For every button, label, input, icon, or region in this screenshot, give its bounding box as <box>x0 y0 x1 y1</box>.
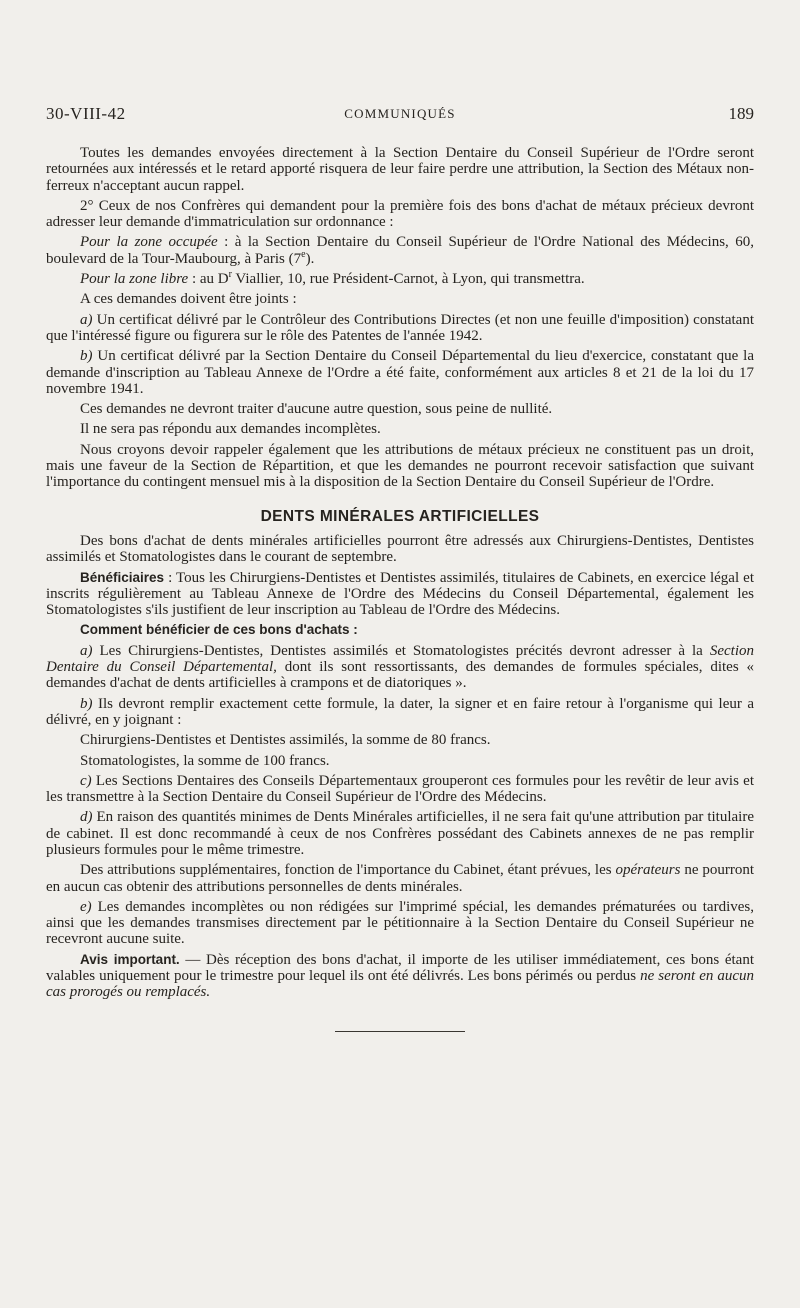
list-item <box>46 899 754 948</box>
paragraph: Nous croyons devoir rappeler également que les attributions de métaux précieux ne constituent pas un droit, mais une faveur de la Section de Répartition, et que les demandes ne pourront recevoir satisfaction que suivant l'importance du contingent mensuel mis à la disposition de la Section Dentaire du Conseil Supérieur de l'Ordre. <box>46 441 754 491</box>
paragraph: Toutes les demandes envoyées directement à la Section Dentaire du Conseil Supérieur de l'Ordre seront retournées aux intéressés et le retard apporté risquera de leur faire perdre une attribution, la Section des Métaux non-ferreux n'acceptant aucun rappel. <box>46 145 754 194</box>
document-body <box>46 145 754 1032</box>
paragraph <box>46 234 754 267</box>
zone-occupee-label: Pour la zone occupée <box>80 234 218 251</box>
paragraph <box>46 570 754 619</box>
paragraph-text: dont ils sont ressortissants, des demandes de formules spéciales, dites « demandes d'achat de dents artificielles à crampons et de diatoriques ». <box>46 659 755 692</box>
paragraph <box>46 952 754 1001</box>
emphasis: ne seront en aucun cas prorogés ou remplacés. <box>46 968 754 1001</box>
header-page-number: 189 <box>728 104 754 123</box>
emphasis: Section Dentaire du Conseil Départemental, <box>46 642 754 676</box>
superscript: e <box>301 248 306 260</box>
list-marker: b) <box>80 348 93 365</box>
paragraph-text: Les demandes incomplètes ou non rédigées sur l'imprimé spécial, les demandes prématurées ou tardives, ainsi que les demandes transmises directement par le pétitionnaire à la Section Dentaire du Conseil Supérieur ne recevront aucune suite. <box>46 898 754 948</box>
end-rule <box>335 1031 465 1032</box>
beneficiaires-label: Bénéficiaires <box>80 569 165 585</box>
page-header <box>46 104 754 128</box>
paragraph <box>46 862 754 895</box>
paragraph-text: Les Sections Dentaires des Conseils Départementaux grouperont ces formules pour les revêtir de leur avis et les transmettre à la Section Dentaire du Conseil Supérieur de l'Ordre des Médecins. <box>46 772 754 806</box>
list-item <box>46 348 754 397</box>
header-date: 30-VIII-42 <box>46 104 126 123</box>
paragraph-text: ne pourront en aucun cas obtenir des attributions personnelles de dents minérales. <box>46 862 754 895</box>
list-item <box>46 809 754 858</box>
paragraph-text: Un certificat délivré par le Contrôleur des Contributions Directes (et non une feuille d'imposition) constatant que l'intéressé figure ou figurera sur le rôle des Patentes de l'année 1942. <box>46 311 754 344</box>
paragraph: Ces demandes ne devront traiter d'aucune autre question, sous peine de nullité. <box>80 401 553 418</box>
paragraph: 2° Ceux de nos Confrères qui demandent pour la première fois des bons d'achat de métaux précieux devront adresser leur demande d'immatriculation sur ordonnance : <box>46 197 754 231</box>
paragraph-text: Ils devront remplir exactement cette formule, la dater, la signer et en faire retour à l'organisme qui leur a délivré, en y joignant : <box>46 695 754 728</box>
paragraph: A ces demandes doivent être joints : <box>80 291 297 308</box>
list-item <box>46 696 754 729</box>
zone-libre-label: Pour la zone libre <box>80 271 189 288</box>
list-marker: e) <box>80 898 92 915</box>
list-marker: d) <box>80 809 93 826</box>
paragraph: Il ne sera pas répondu aux demandes incomplètes. <box>80 421 381 438</box>
paragraph-text: Viallier, 10, rue Président-Carnot, à Lyon, qui transmettra. <box>231 271 585 288</box>
superscript: r <box>228 269 232 281</box>
paragraph-text: Un certificat délivré par la Section Dentaire du Conseil Départemental du lieu d'exercice, constatant que la demande d'inscription au Tableau Annexe de l'Ordre a été faite, conformément aux articles 8 et 21 de la loi du 17 novembre 1941. <box>46 348 754 397</box>
avis-important-label: Avis important. <box>80 951 180 967</box>
paragraph-text: Des attributions supplémentaires, fonction de l'importance du Cabinet, étant prévues, les <box>80 862 616 879</box>
paragraph <box>46 271 754 287</box>
list-marker: b) <box>80 695 93 712</box>
paragraph-text: En raison des quantités minimes de Dents Minérales artificielles, il ne sera fait qu'une attribution par titulaire de cabinet. Il est donc recommandé à ceux de nos Confrères possédant des Cabinets annexes de ne pas remplir plusieurs formules pour le même trimestre. <box>46 809 754 858</box>
paragraph-text: : à la Section Dentaire du Conseil Supérieur de l'Ordre National des Médecins, 60, boulevard de la Tour-Maubourg, à Paris (7 <box>46 234 754 267</box>
emphasis: opérateurs <box>615 862 681 879</box>
paragraph-text: : Tous les Chirurgiens-Dentistes et Dentistes assimilés, titulaires de Cabinets, en exercice légal et inscrits régulièrement au Tableau Annexe de l'Ordre des Médecins du Conseil Départemental, également les Stomatologistes s'ils justifient de leur inscription au Tableau de l'Ordre des Médecins. <box>46 569 754 619</box>
list-item <box>46 312 754 345</box>
list-item <box>46 773 754 806</box>
paragraph-text: Les Chirurgiens-Dentistes, Dentistes assimilés et Stomatologistes précités devront adresser à la <box>92 642 710 659</box>
subheading: Comment bénéficier de ces bons d'achats : <box>80 622 358 638</box>
header-section-title: COMMUNIQUÉS <box>344 106 456 121</box>
list-marker: c) <box>80 772 92 789</box>
paragraph: Chirurgiens-Dentistes et Dentistes assimilés, la somme de 80 francs. <box>80 732 491 749</box>
paragraph-text: ). <box>305 250 315 267</box>
paragraph-text: — Dès réception des bons d'achat, il importe de les utiliser immédiatement, ces bons étant valables uniquement pour le trimestre pour lequel ils ont été délivrés. Les bons périmés ou perdus <box>46 951 754 985</box>
list-marker: a) <box>80 311 93 328</box>
paragraph-text: : au D <box>188 271 229 288</box>
paragraph: Des bons d'achat de dents minérales artificielles pourront être adressés aux Chirurgiens-Dentistes, Dentistes assimilés et Stomatologistes dans le courant de septembre. <box>46 532 754 566</box>
paragraph: Stomatologistes, la somme de 100 francs. <box>80 752 330 769</box>
list-item <box>46 643 754 692</box>
section-heading: DENTS MINÉRALES ARTIFICIELLES <box>260 507 540 525</box>
list-marker: a) <box>80 642 93 659</box>
